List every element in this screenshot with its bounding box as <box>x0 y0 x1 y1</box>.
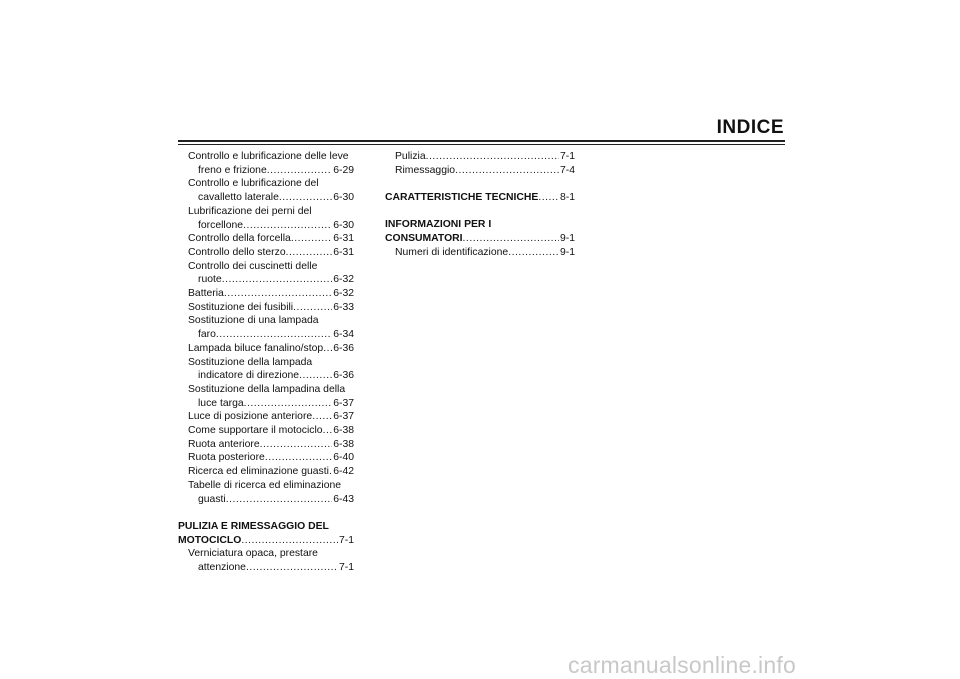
toc-entry-text: freno e frizione <box>198 164 267 176</box>
toc-page-number: 6-38 <box>333 425 354 437</box>
page-title: INDICE <box>716 117 784 138</box>
toc-entry-text: forcellone <box>198 219 244 231</box>
toc-page-number: 7-4 <box>559 164 575 176</box>
toc-entry-text: ruote <box>198 274 222 286</box>
toc-entry-text: Controllo e lubrificazione del <box>188 178 319 190</box>
toc-section-text: CARATTERISTICHE TECNICHE <box>385 192 539 204</box>
toc-page-number: 6-43 <box>333 493 354 505</box>
toc-entry-text: Tabelle di ricerca ed eliminazione <box>188 479 342 491</box>
toc-page-number: 7-1 <box>338 562 354 574</box>
toc-page-number: 6-36 <box>333 342 354 354</box>
toc-page-number: 9-1 <box>559 246 575 258</box>
toc-entry[interactable] <box>178 205 354 232</box>
toc-page-number: 6-31 <box>333 233 354 245</box>
toc-section-heading[interactable] <box>385 191 575 205</box>
toc-entry-text: Ruota posteriore <box>188 452 265 464</box>
toc-page-number: 6-29 <box>333 164 354 176</box>
toc-entry-text: faro <box>198 329 216 341</box>
toc-entry[interactable] <box>178 424 354 438</box>
toc-entry[interactable] <box>178 479 354 506</box>
toc-section-heading[interactable] <box>385 218 575 245</box>
toc-entry-text: Come supportare il motociclo <box>188 425 323 437</box>
toc-entry-text: luce targa <box>198 397 244 409</box>
toc-entry-text: indicatore di direzione <box>198 370 300 382</box>
toc-entry[interactable] <box>178 260 354 287</box>
toc-entry[interactable] <box>178 232 354 246</box>
toc-entry[interactable] <box>178 177 354 204</box>
toc-page-number: 6-32 <box>333 274 354 286</box>
toc-page-number: 6-32 <box>333 288 354 300</box>
toc-section-text: PULIZIA E RIMESSAGGIO DEL <box>178 520 329 532</box>
toc-page-number: 8-1 <box>559 192 575 204</box>
toc-entry-text: Ricerca ed eliminazione guasti <box>188 466 329 478</box>
toc-page-number: 6-30 <box>333 219 354 231</box>
header-rule <box>178 140 785 142</box>
toc-entry-text: cavalletto laterale <box>198 192 279 204</box>
toc-entry-text: attenzione <box>198 562 246 574</box>
toc-entry[interactable] <box>178 356 354 383</box>
toc-entry-text: Verniciatura opaca, prestare <box>188 548 318 560</box>
toc-page-number: 6-36 <box>333 370 354 382</box>
toc-page-number: 6-37 <box>333 397 354 409</box>
toc-entry[interactable] <box>178 465 354 479</box>
toc-section-text: MOTOCICLO <box>178 534 242 546</box>
toc-entry[interactable] <box>385 164 575 178</box>
section-gap <box>385 205 575 219</box>
toc-entry-text: Ruota anteriore <box>188 438 260 450</box>
watermark: carmanualsonline.info <box>568 652 796 678</box>
toc-entry[interactable] <box>178 246 354 260</box>
toc-page-number: 6-38 <box>333 438 354 450</box>
toc-entry[interactable] <box>178 451 354 465</box>
toc-page-number: 6-31 <box>333 246 354 258</box>
toc-page-number: 7-1 <box>338 534 354 546</box>
toc-page-number: 6-37 <box>333 411 354 423</box>
toc-entry-text: Luce di posizione anteriore <box>188 411 313 423</box>
toc-entry-text: Numeri di identificazione <box>395 246 509 258</box>
toc-page-number: 6-33 <box>333 301 354 313</box>
toc-page-number: 7-1 <box>559 151 575 162</box>
toc-section-text: CONSUMATORI <box>385 233 463 245</box>
toc-entry-text: Rimessaggio <box>395 164 456 176</box>
toc-column-right <box>385 150 575 260</box>
toc-entry[interactable] <box>385 246 575 260</box>
toc-entry-text: Sostituzione della lampada <box>188 356 313 368</box>
toc-entry-text: Controllo e lubrificazione delle leve <box>188 151 349 162</box>
section-gap <box>385 177 575 191</box>
toc-section-text: INFORMAZIONI PER I <box>385 219 492 231</box>
header-rule-thin <box>178 144 785 145</box>
toc-column-left <box>178 150 354 575</box>
toc-entry-text: Sostituzione della lampadina della <box>188 383 346 395</box>
toc-page-number: 6-42 <box>333 466 354 478</box>
toc-entry-text: Sostituzione di una lampada <box>188 315 319 327</box>
toc-entry-text: Lampada biluce fanalino/stop <box>188 342 324 354</box>
toc-entry-text: guasti <box>198 493 226 505</box>
toc-entry-text: Controllo dei cuscinetti delle <box>188 260 318 272</box>
toc-page-number: 6-40 <box>333 452 354 464</box>
toc-entry[interactable] <box>385 150 575 164</box>
toc-entry[interactable] <box>178 314 354 341</box>
toc-entry[interactable] <box>178 342 354 356</box>
toc-entry[interactable] <box>178 438 354 452</box>
toc-entry-text: Controllo della forcella <box>188 233 291 245</box>
toc-entry[interactable] <box>178 287 354 301</box>
toc-entry[interactable] <box>178 301 354 315</box>
toc-entry-text: Controllo dello sterzo <box>188 246 286 258</box>
toc-entry[interactable] <box>178 383 354 410</box>
toc-page-number: 9-1 <box>559 233 575 245</box>
toc-entry[interactable] <box>178 547 354 574</box>
toc-entry[interactable] <box>178 150 354 177</box>
toc-entry-text: Pulizia <box>395 151 426 162</box>
toc-page-number: 6-30 <box>333 192 354 204</box>
toc-page-number: 6-34 <box>333 329 354 341</box>
section-gap <box>178 506 354 520</box>
toc-entry[interactable] <box>178 410 354 424</box>
toc-section-heading[interactable] <box>178 520 354 547</box>
toc-entry-text: Lubrificazione dei perni del <box>188 205 312 217</box>
toc-entry-text: Sostituzione dei fusibili <box>188 301 294 313</box>
toc-entry-text: Batteria <box>188 288 224 300</box>
